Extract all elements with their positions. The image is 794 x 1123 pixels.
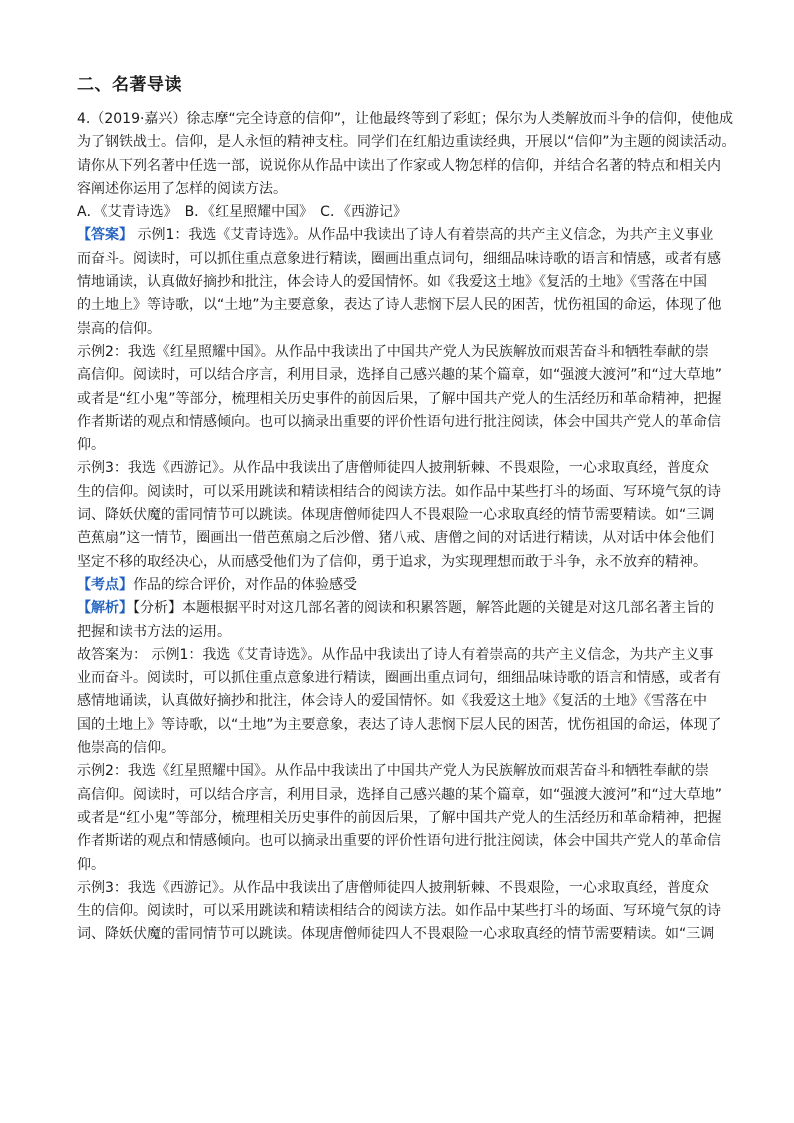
jiexi-line: 业而奋斗。阅读时，可以抓住重点意象进行精读，圈画出重点词句，细细品味诗歌的语言和情感，或者有 — [77, 670, 721, 687]
answer-line: 生的信仰。阅读时，可以采用跳读和精读相结合的阅读方法。如作品中某些打斗的场面、写环境气氛的诗 — [77, 483, 721, 500]
question-line: 容阐述你运用了怎样的阅读方法。 — [77, 180, 287, 197]
answer-line: 坚定不移的取经决心，从而感受他们为了信仰，勇于追求，为实现理想而敢于斗争，永不放弃的精神。 — [77, 553, 707, 570]
answer-line: 的土地上》等诗歌，以“土地”为主要意象，表达了诗人悲悯下层人民的困苦，忧伤祖国的命运，体现了他 — [77, 297, 722, 314]
answer-line: 情地诵读，认真做好摘抄和批注，体会诗人的爱国情怀。如《我爱这土地》《复活的土地》《雪落在中国 — [77, 274, 707, 291]
jiexi-line: 国的土地上》等诗歌，以“土地”为主要意象，表达了诗人悲悯下层人民的困苦，忧伤祖国的命运，体现了 — [77, 716, 722, 733]
answer-line: 芭蕉扇”这一情节，圈画出一借芭蕉扇之后沙僧、猪八戒、唐僧之间的对话进行精读，从对话中体会他们 — [77, 530, 715, 547]
kaodian-tag: 【考点】 — [77, 576, 133, 593]
jiexi-tag: 【解析】 — [77, 600, 133, 617]
answer-text: 示例1：我选《艾青诗选》。从作品中我读出了诗人有着崇高的共产主义信念，为共产主义事业 — [133, 227, 714, 244]
question-line: 请你从下列名著中任选一部，说说你从作品中读出了作家或人物怎样的信仰，并结合名著的特点和相关内 — [77, 157, 721, 174]
jiexi-text: 本题根据平时对这几部名著的阅读和积累答题，解答此题的关键是对这几部名著主旨的 — [182, 600, 714, 617]
question-line: 为了钢铁战士。信仰，是人永恒的精神支柱。同学们在红船边重读经典，开展以“信仰”为主题的阅读活动。 — [77, 134, 736, 151]
document-body — [77, 108, 736, 947]
jiexi-line: 或者是“红小鬼”等部分，梳理相关历史事件的前因后果，了解中国共产党人的生活经历和革命精神，把握 — [77, 809, 722, 826]
jiexi-line: 示例2：我选《红星照耀中国》。从作品中我读出了中国共产党人为民族解放而艰苦奋斗和牺牲奉献的崇 — [77, 763, 709, 780]
question-line: 4.（2019·嘉兴）徐志摩“完全诗意的信仰”，让他最终等到了彩虹；保尔为人类解放而斗争的信仰，使他成 — [77, 111, 733, 127]
answer-line: 示例2：我选《红星照耀中国》。从作品中我读出了中国共产党人为民族解放而艰苦奋斗和牺牲奉献的崇 — [77, 343, 709, 360]
answer-line: 词、降妖伏魔的雷同情节可以跳读。体现唐僧师徒四人不畏艰险一心求取真经的情节需要精读。如“三调 — [77, 507, 715, 524]
answer-line: 崇高的信仰。 — [77, 320, 161, 337]
answer-tag: 【答案】 — [77, 227, 133, 244]
jiexi-line: 作者斯诺的观点和情感倾向。也可以摘录出重要的评价性语句进行批注阅读，体会中国共产党人的革命信 — [77, 833, 721, 850]
jiexi-line: 故答案为： 示例1：我选《艾青诗选》。从作品中我读出了诗人有着崇高的共产主义信念，为共产主义事 — [77, 646, 714, 663]
answer-line — [77, 224, 723, 247]
jiexi-line — [77, 597, 723, 620]
answer-line: 示例3：我选《西游记》。从作品中我读出了唐僧师徒四人披荆斩棘、不畏艰险，一心求取真经，普度众 — [77, 460, 709, 477]
jiexi-line: 高信仰。阅读时，可以结合序言，利用目录，选择自己感兴趣的某个篇章，如“强渡大渡河”和“过大草地” — [77, 786, 723, 803]
answer-line: 或者是“红小鬼”等部分，梳理相关历史事件的前因后果，了解中国共产党人的生活经历和革命精神，把握 — [77, 390, 722, 407]
kaodian-text: 作品的综合评价，对作品的体验感受 — [133, 576, 357, 593]
answer-line: 仰。 — [77, 437, 105, 454]
jiexi-line: 生的信仰。阅读时，可以采用跳读和精读相结合的阅读方法。如作品中某些打斗的场面、写环境气氛的诗 — [77, 903, 721, 920]
jiexi-line: 词、降妖伏魔的雷同情节可以跳读。体现唐僧师徒四人不畏艰险一心求取真经的情节需要精读。如“三调 — [77, 926, 715, 943]
jiexi-line: 感情地诵读，认真做好摘抄和批注，体会诗人的爱国情怀。如《我爱这土地》《复活的土地》《雪落在中 — [77, 693, 707, 710]
fenxi-tag: 【分析】 — [133, 600, 182, 617]
section-title: 二、名著导读 — [77, 75, 182, 95]
jiexi-line: 他崇高的信仰。 — [77, 740, 175, 757]
jiexi-line: 示例3：我选《西游记》。从作品中我读出了唐僧师徒四人披荆斩棘、不畏艰险，一心求取真经，普度众 — [77, 879, 709, 896]
answer-line: 作者斯诺的观点和情感倾向。也可以摘录出重要的评价性语句进行批注阅读，体会中国共产党人的革命信 — [77, 413, 721, 430]
answer-line: 高信仰。阅读时，可以结合序言，利用目录，选择自己感兴趣的某个篇章，如“强渡大渡河”和“过大草地” — [77, 367, 723, 384]
question-options: A．《艾青诗选》 B．《红星照耀中国》 C．《西游记》 — [77, 204, 407, 221]
jiexi-line: 仰。 — [77, 856, 105, 873]
jiexi-line: 把握和读书方法的运用。 — [77, 623, 231, 640]
kaodian-line — [77, 574, 723, 597]
answer-line: 而奋斗。阅读时，可以抓住重点意象进行精读，圈画出重点词句，细细品味诗歌的语言和情感，或者有感 — [77, 250, 721, 267]
